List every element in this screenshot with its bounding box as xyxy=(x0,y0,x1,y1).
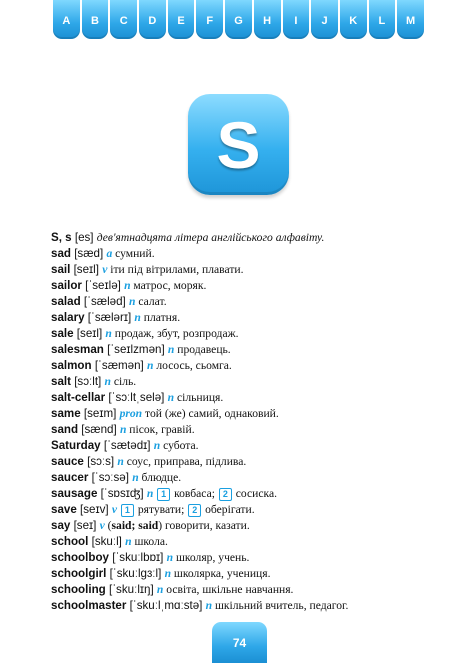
headword: save xyxy=(51,503,77,516)
alphabet-tab-e[interactable]: E xyxy=(168,0,195,39)
alphabet-tab-g[interactable]: G xyxy=(225,0,252,39)
headword: sale xyxy=(51,327,74,340)
headword: sail xyxy=(51,263,71,276)
definition-text: рятувати; xyxy=(134,503,188,516)
transcription: [seɪv] xyxy=(76,503,112,516)
definition-text: сосиска. xyxy=(232,487,277,500)
definition-text: школярка, учениця. xyxy=(171,567,271,580)
dictionary-entry xyxy=(51,454,441,470)
part-of-speech: n xyxy=(125,535,132,548)
part-of-speech: n xyxy=(134,311,141,324)
part-of-speech: n xyxy=(167,391,175,404)
alphabet-tab-d[interactable]: D xyxy=(139,0,166,39)
transcription: [seɪ] xyxy=(70,519,100,532)
headword: Saturday xyxy=(51,439,101,452)
dictionary-entry xyxy=(51,598,441,614)
verb-forms: said; said xyxy=(111,519,159,532)
part-of-speech: n xyxy=(119,423,127,436)
definition-text: шкільний вчитель, педагог. xyxy=(212,599,349,612)
definition-text: субота. xyxy=(160,439,199,452)
definition-text: школа. xyxy=(131,535,168,548)
transcription: [ˈskuːlbɒɪ] xyxy=(108,551,167,564)
alphabet-tab-f[interactable]: F xyxy=(196,0,223,39)
dictionary-entry xyxy=(51,310,441,326)
transcription: [ˈsɒsɪʤ] xyxy=(97,487,147,500)
part-of-speech: n xyxy=(105,327,112,340)
transcription: [ˈskuːlɪŋ] xyxy=(105,583,157,596)
definition-text: матрос, моряк. xyxy=(130,279,207,292)
dictionary-entry xyxy=(51,230,441,246)
sense-number: 1 xyxy=(157,488,170,501)
definition-text xyxy=(153,487,156,500)
definition-text: продавець. xyxy=(174,343,231,356)
definition-text: ковбаса; xyxy=(171,487,218,500)
headword: salesman xyxy=(51,343,104,356)
part-of-speech: n xyxy=(166,551,174,564)
transcription: [ˈskuːlˌmɑːstə] xyxy=(126,599,206,612)
part-of-speech: pron xyxy=(119,407,143,420)
sense-number: 2 xyxy=(219,488,232,501)
definition-text: сільниця. xyxy=(174,391,224,404)
alphabet-tab-l[interactable]: L xyxy=(369,0,396,39)
dictionary-entry xyxy=(51,438,441,454)
definition-text: сумний. xyxy=(112,247,155,260)
part-of-speech: n xyxy=(164,567,172,580)
transcription: [skuːl] xyxy=(88,535,126,548)
dictionary-entry xyxy=(51,358,441,374)
headword: school xyxy=(51,535,89,548)
headword: salad xyxy=(51,295,81,308)
part-of-speech: n xyxy=(124,279,131,292)
headword: schooling xyxy=(51,583,106,596)
dictionary-entry xyxy=(51,502,441,518)
alphabet-tab-a[interactable]: A xyxy=(53,0,80,39)
alphabet-tab-c[interactable]: C xyxy=(110,0,137,39)
definition-text: ( xyxy=(104,519,112,532)
transcription: [ˈseɪlzmən] xyxy=(103,343,168,356)
section-letter: S xyxy=(216,107,261,182)
part-of-speech: a xyxy=(106,247,113,260)
definition-text: продаж, збут, розпродаж. xyxy=(111,327,239,340)
transcription: [seɪl] xyxy=(70,263,103,276)
dictionary-entry xyxy=(51,566,441,582)
definition-text: ) говорити, казати. xyxy=(158,519,250,532)
dictionary-entry xyxy=(51,246,441,262)
part-of-speech: n xyxy=(153,439,161,452)
definition: дев'ятнадцята літера англійського алфавіту. xyxy=(96,231,325,244)
alphabet-tab-m[interactable]: M xyxy=(397,0,424,39)
dictionary-entry xyxy=(51,550,441,566)
definition-text: сіль. xyxy=(110,375,137,388)
part-of-speech: v xyxy=(111,503,118,516)
sense-number: 2 xyxy=(188,504,201,517)
definition-text: салат. xyxy=(135,295,167,308)
transcription: [sɔːs] xyxy=(83,455,118,468)
transcription: [seɪl] xyxy=(73,327,106,340)
transcription: [sænd] xyxy=(78,423,120,436)
dictionary-entry xyxy=(51,294,441,310)
headword: schoolmaster xyxy=(51,599,127,612)
definition-text: соус, приправа, підлива. xyxy=(123,455,247,468)
headword: sad xyxy=(51,247,71,260)
dictionary-entry xyxy=(51,534,441,550)
part-of-speech: v xyxy=(102,263,108,276)
section-letter-tile xyxy=(188,94,289,195)
page-number-tab xyxy=(212,622,267,663)
headword: salary xyxy=(51,311,85,324)
transcription: [ˈsæləd] xyxy=(80,295,129,308)
dictionary-entry xyxy=(51,390,441,406)
transcription: [sæd] xyxy=(70,247,107,260)
dictionary-entry xyxy=(51,422,441,438)
sense-number: 1 xyxy=(121,504,134,517)
dictionary-entry xyxy=(51,326,441,342)
headword: salt xyxy=(51,375,71,388)
dictionary-entry xyxy=(51,406,441,422)
definition-text: школяр, учень. xyxy=(173,551,250,564)
definition-text: той (же) самий, однаковий. xyxy=(142,407,279,420)
alphabet-tab-j[interactable]: J xyxy=(311,0,338,39)
definition-text: іти під вітрилами, плавати. xyxy=(107,263,244,276)
headword: sauce xyxy=(51,455,84,468)
dictionary-entry xyxy=(51,470,441,486)
part-of-speech: n xyxy=(167,343,175,356)
alphabet-tab-i[interactable]: I xyxy=(283,0,310,39)
transcription: [sɔːlt] xyxy=(70,375,105,388)
alphabet-tab-h[interactable]: H xyxy=(254,0,281,39)
transcription: [es] xyxy=(71,231,97,244)
page-number: 74 xyxy=(232,636,247,650)
transcription: [ˈsælərɪ] xyxy=(84,311,135,324)
transcription: [ˈsɔːsə] xyxy=(88,471,133,484)
transcription: [ˈsætədɪ] xyxy=(100,439,154,452)
transcription: [ˈsæmən] xyxy=(91,359,147,372)
dictionary-entries xyxy=(51,230,441,614)
part-of-speech: n xyxy=(117,455,124,468)
definition-text: блюдце. xyxy=(138,471,182,484)
dictionary-entry xyxy=(51,374,441,390)
alphabet-tab-k[interactable]: K xyxy=(340,0,367,39)
dictionary-entry xyxy=(51,342,441,358)
dictionary-entry xyxy=(51,582,441,598)
headword: same xyxy=(51,407,81,420)
part-of-speech: v xyxy=(99,519,105,532)
definition-text xyxy=(117,503,120,516)
definition-text: оберігати. xyxy=(202,503,255,516)
alphabet-tab-b[interactable]: B xyxy=(82,0,109,39)
alphabet-tabs xyxy=(53,0,424,39)
part-of-speech: n xyxy=(104,375,111,388)
definition-text: пісок, гравій. xyxy=(126,423,195,436)
headword: sailor xyxy=(51,279,82,292)
headword: sand xyxy=(51,423,79,436)
transcription: [ˈskuːlgɜːl] xyxy=(106,567,165,580)
dictionary-entry xyxy=(51,262,441,278)
part-of-speech: n xyxy=(205,599,213,612)
dictionary-entry xyxy=(51,486,441,502)
definition-text: лосось, сьомга. xyxy=(153,359,232,372)
part-of-speech: n xyxy=(132,471,139,484)
part-of-speech: n xyxy=(156,583,164,596)
headword: sausage xyxy=(51,487,98,500)
definition-text: освіта, шкільне навчання. xyxy=(163,583,294,596)
part-of-speech: n xyxy=(146,487,154,500)
part-of-speech: n xyxy=(147,359,154,372)
headword: S, s xyxy=(51,231,72,244)
transcription: [seɪm] xyxy=(80,407,120,420)
dictionary-entry xyxy=(51,518,441,534)
dictionary-entry xyxy=(51,278,441,294)
transcription: [ˈseɪlə] xyxy=(81,279,125,292)
headword: schoolboy xyxy=(51,551,109,564)
headword: say xyxy=(51,519,71,532)
headword: salmon xyxy=(51,359,92,372)
transcription: [ˈsɔːltˌselə] xyxy=(105,391,168,404)
definition-text: платня. xyxy=(140,311,181,324)
part-of-speech: n xyxy=(128,295,136,308)
headword: salt-cellar xyxy=(51,391,106,404)
headword: saucer xyxy=(51,471,89,484)
headword: schoolgirl xyxy=(51,567,107,580)
